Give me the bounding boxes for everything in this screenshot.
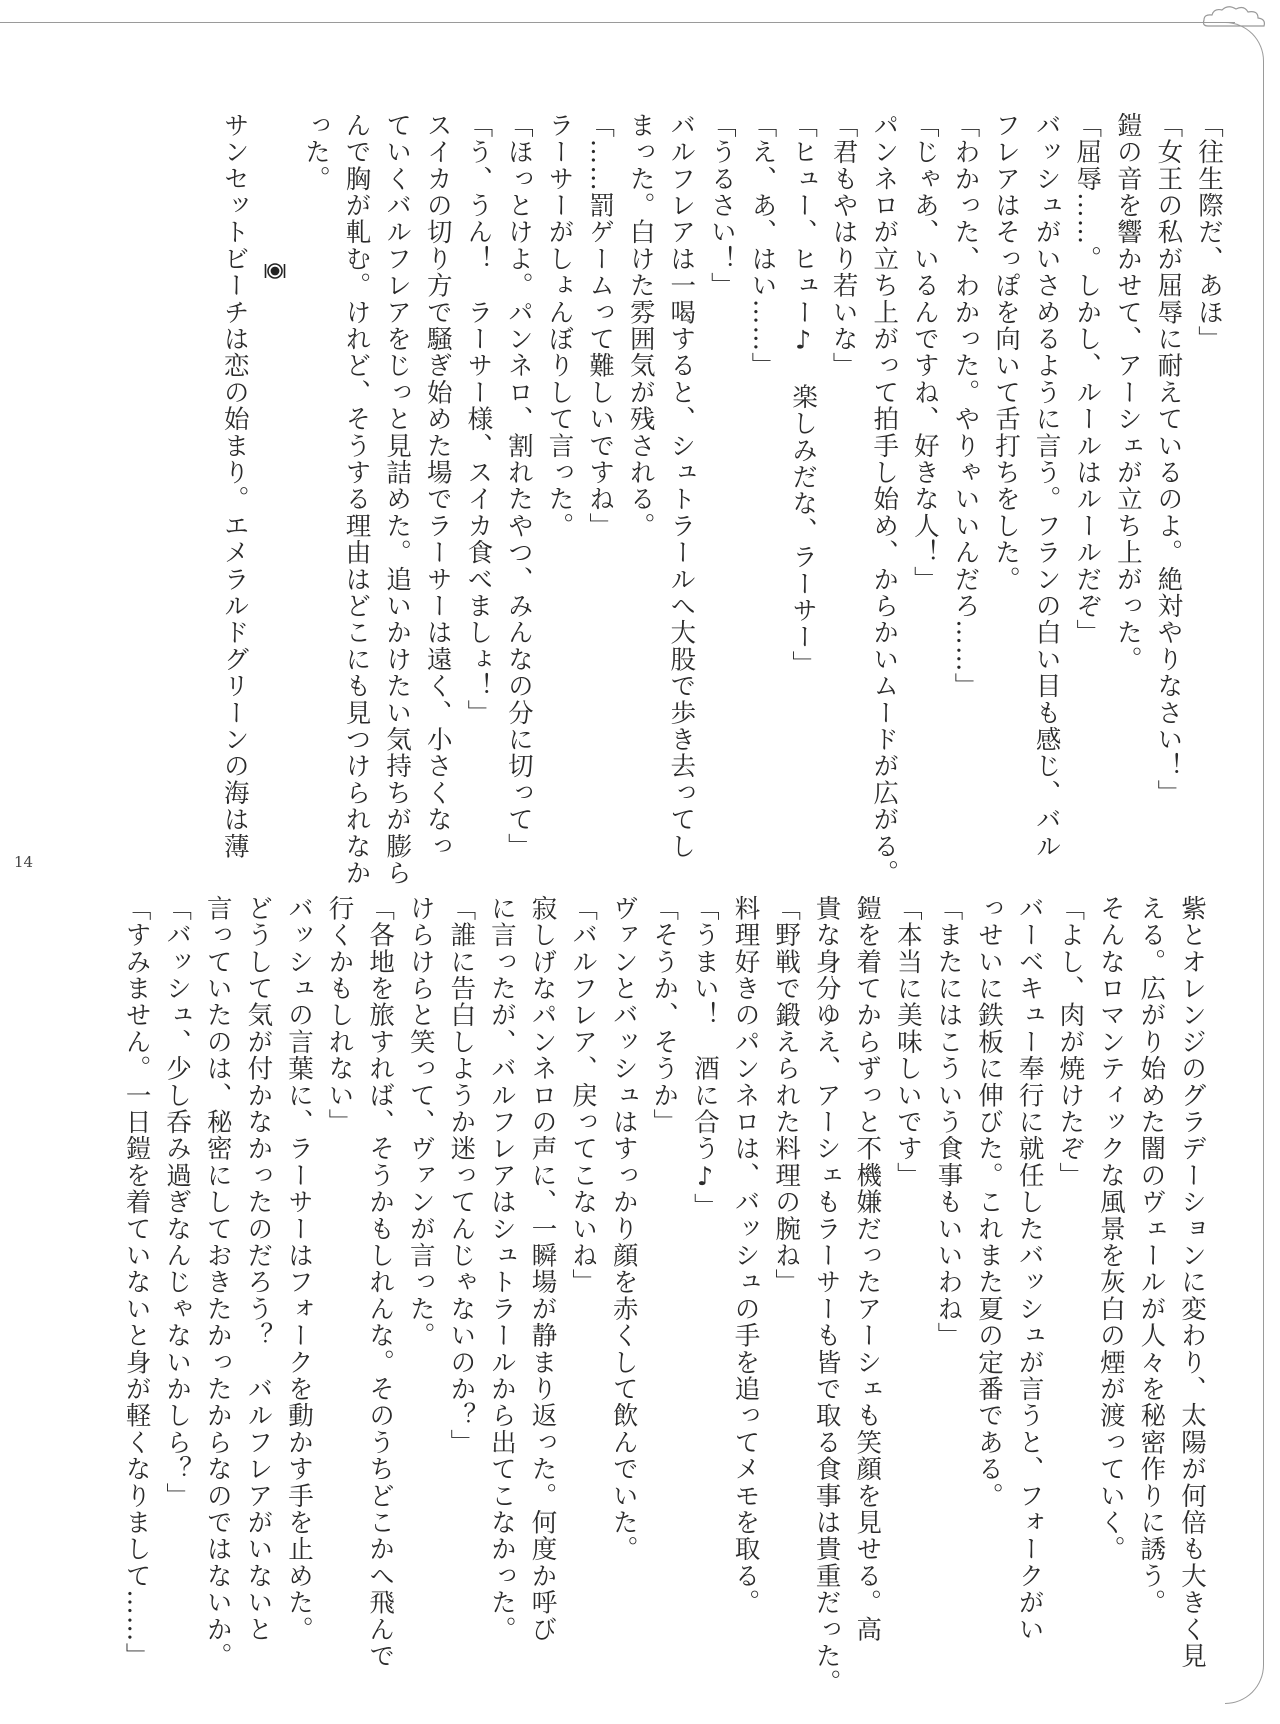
text-line: 「またにはこういう食事もいいわね」 [933, 895, 964, 1349]
cloud-icon [1200, 4, 1270, 30]
text-line: 「各地を旅すれば、そうかもしれんな。そのうちどこかへ飛んで [365, 895, 396, 1670]
text-line: 「本当に美味しいです」 [892, 895, 923, 1189]
text-line: バッシュの言葉に、ラーサーはフォークを動かす手を止めた。 [283, 895, 314, 1643]
page-frame-top [0, 22, 1235, 23]
text-line: 「野戦で鍛えられた料理の腕ね」 [771, 895, 802, 1296]
text-line: ヴァンとバッシュはすっかり顔を赤くして飲んでいた。 [608, 895, 639, 1563]
lower-text-block [121, 895, 1212, 1696]
text-line: 「バルフレア、戻ってこないね」 [568, 895, 599, 1296]
text-line: 「……罰ゲームって難しいですね」 [585, 112, 616, 540]
text-line: 鎧の音を響かせて、アーシェが立ち上がった。 [1112, 112, 1143, 673]
text-line: 寂しげなパンネロの声に、一瞬場が静まり返った。何度か呼び [527, 895, 558, 1643]
text-line: える。広がり始めた闇のヴェールが人々を秘密作りに誘う。 [1136, 895, 1167, 1616]
text-line: サンセットビーチは恋の始まり。エメラルドグリーンの海は薄 [219, 112, 250, 860]
text-line: 貴な身分ゆえ、アーシェもラーサーも皆で取る食事は貴重だった。 [811, 895, 842, 1696]
text-line: んで胸が軋む。けれど、そうする理由はどこにも見つけられなか [341, 112, 372, 887]
plate-icon [264, 260, 286, 282]
text-line: 鎧を着てからずっと不機嫌だったアーシェも笑顔を見せる。高 [852, 895, 883, 1643]
text-line: 「じゃあ、いるんですね、好きな人！」 [909, 112, 940, 593]
text-line: に言ったが、バルフレアはシュトラールから出てこなかった。 [486, 895, 517, 1643]
text-line: った。 [300, 112, 331, 193]
section-separator [255, 112, 296, 847]
text-line: まった。白けた雰囲気が残される。 [625, 112, 656, 540]
text-line: 「よし、肉が焼けたぞ」 [1055, 895, 1086, 1189]
text-line: 行くかもしれない」 [324, 895, 355, 1136]
text-line: 「女王の私が屈辱に耐えているのよ。絶対やりなさい！」 [1153, 112, 1184, 807]
text-line: スイカの切り方で騒ぎ始めた場でラーサーは遠く、小さくなっ [422, 112, 453, 860]
text-line: バーベキュー奉行に就任したバッシュが言うと、フォークがい [1014, 895, 1045, 1643]
text-line: 「ヒュー、ヒュー♪ 楽しみだな、ラーサー」 [788, 112, 819, 678]
text-line: パンネロが立ち上がって拍手し始め、からかいムードが広がる。 [869, 112, 900, 887]
text-line: バッシュがいさめるように言う。フランの白い目も感じ、バル [1031, 112, 1062, 860]
page-number: 14 [14, 853, 34, 871]
text-line: どうして気が付かなかったのだろう？ バルフレアがいないと [243, 895, 274, 1643]
text-line: 「わかった、わかった。やりゃいいんだろ……」 [950, 112, 981, 700]
text-line: 「バッシュ、少し呑み過ぎなんじゃないかしら？」 [162, 895, 193, 1510]
text-line: 言っていたのは、秘密にしておきたかったからなのではないか。 [202, 895, 233, 1670]
text-line: 「え、あ、はい……」 [747, 112, 778, 379]
text-line: そんなロマンティックな風景を灰白の煙が渡っていく。 [1095, 895, 1126, 1563]
text-line: けらけらと笑って、ヴァンが言った。 [405, 895, 436, 1349]
text-line: 「屈辱……。しかし、ルールはルールだぞ」 [1072, 112, 1103, 646]
text-line: 「誰に告白しようか迷ってんじゃないのか？」 [446, 895, 477, 1456]
text-line: ていくバルフレアをじっと見詰めた。追いかけたい気持ちが膨ら [382, 112, 413, 887]
text-line: 「ほっとけよ。パンネロ、割れたやつ、みんなの分に切って」 [503, 112, 534, 860]
text-line: ラーサーがしょんぼりして言った。 [544, 112, 575, 540]
text-line: 紫とオレンジのグラデーションに変わり、太陽が何倍も大きく見 [1177, 895, 1207, 1670]
text-line: 「うるさい！」 [706, 112, 737, 299]
text-line: 料理好きのパンネロは、バッシュの手を追ってメモを取る。 [730, 895, 761, 1616]
text-line: 「うまい！ 酒に合う♪」 [689, 895, 720, 1220]
text-line: 「すみません。一日鎧を着ていないと身が軽くなりまして……」 [121, 895, 152, 1670]
text-line: バルフレアは一喝すると、シュトラールへ大股で歩き去ってし [666, 112, 697, 860]
text-line: っせいに鉄板に伸びた。これまた夏の定番である。 [974, 895, 1005, 1510]
upper-text-block [219, 112, 1229, 887]
text-line: 「う、うん！ ラーサー様、スイカ食べましょ！」 [463, 112, 494, 727]
text-line: 「往生際だ、あほ」 [1194, 112, 1224, 353]
page-frame-right [1225, 22, 1264, 1704]
text-line: 「君もやはり若いな」 [828, 112, 859, 379]
text-line: フレアはそっぽを向いて舌打ちをした。 [991, 112, 1022, 593]
text-line: 「そうか、そうか」 [649, 895, 680, 1136]
